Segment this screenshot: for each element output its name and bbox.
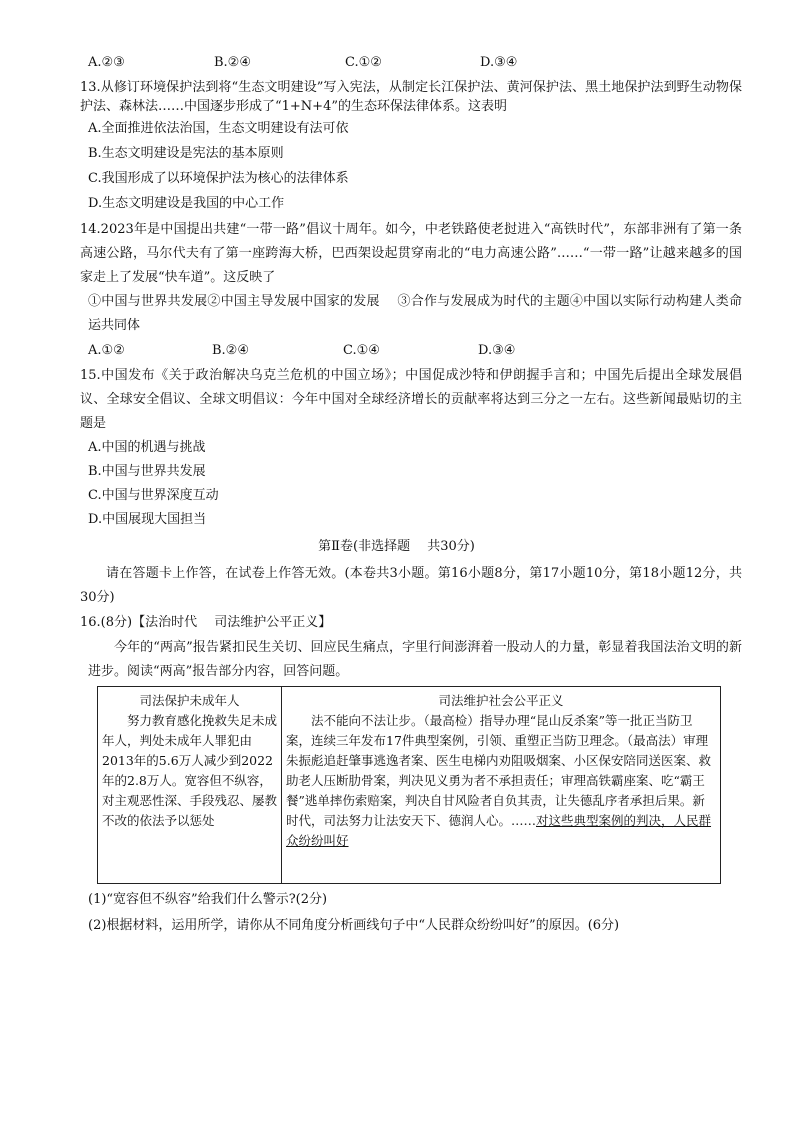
q16-header: 16.(8分)【法治时代 司法维护公平正义】: [80, 615, 332, 630]
q16-sub1: (1)“宽容但不纵容”给我们什么警示?(2分): [88, 892, 328, 907]
q12-option-d: D.③④: [480, 55, 518, 70]
q15-option-a: A.中国的机遇与挑战: [88, 440, 206, 455]
q14-option-d: D.③④: [478, 343, 516, 358]
q16-right-cell: [282, 687, 721, 884]
q14-option-a: A.①②: [88, 343, 125, 358]
q16-sub2: (2)根据材料，运用所学，请你从不同角度分析画线句子中“人民群众纷纷叫好”的原因。(6分): [88, 918, 620, 933]
q16-right-body-text: 法不能向不法让步。（最高检）指导办理“昆山反杀案”等一批正当防卫案，连续三年发布17件典型案例，引领、重塑正当防卫理念。（最高法）审理朱振彪追赶肇事逃逸者案、医生电梯内劝阻吸烟案、小区保安陪同送医案、救助老人压断肋骨案，判决见义勇为者不承担责任；审理高铁霸座案、吃“霸王餐”逃单摔伤索赔案，判决自甘风险者自负其责，让失德乱序者承担后果。新时代，司法努力让法安天下、德润人心。……: [286, 713, 712, 828]
q15-option-c: C.中国与世界深度互动: [88, 488, 219, 503]
q14-option-c: C.①④: [343, 343, 380, 358]
q15-option-b: B.中国与世界共发展: [88, 464, 206, 479]
q13-option-a: A.全面推进依法治国，生态文明建设有法可依: [88, 121, 349, 136]
q14-statements: ①中国与世界共发展②中国主导发展中国家的发展 ③合作与发展成为时代的主题④中国以实际行动构建人类命运共同体: [88, 294, 742, 333]
q12-option-c: C.①②: [345, 55, 382, 70]
q13-stem: 13.从修订环境保护法到将“生态文明建设”写入宪法，从制定长江保护法、黄河保护法、黑土地保护法到野生动物保护法、森林法……中国逐步形成了“1+N+4”的生态环保法律体系。这表明: [80, 80, 742, 114]
q12-option-a: A.②③: [88, 55, 125, 70]
q16-right-title: 司法维护社会公平正义: [438, 693, 564, 708]
q12-options: [88, 54, 517, 72]
q16-left-body: 努力教育感化挽救失足未成年人，判处未成年人罪犯由2013年的5.6万人减少到2022年的2.8万人。宽容但不纵容，对主观恶性深、手段残忍、屡教不改的依法予以惩处: [102, 713, 278, 828]
q14-stem: 14.2023年是中国提出共建“一带一路”倡议十周年。如今，中老铁路使老挝进入“高铁时代”，东部非洲有了第一条高速公路，马尔代夫有了第一座跨海大桥，巴西架设起贯穿南北的“电力高速公路”……“一带一路”让越来越多的国家走上了发展“快车道”。这反映了: [80, 222, 742, 285]
q14-option-b: B.②④: [212, 343, 249, 358]
part2-title: 第Ⅱ卷(非选择题 共30分): [318, 539, 475, 554]
q16-right-body: [286, 711, 716, 851]
q13-option-d: D.生态文明建设是我国的中心工作: [88, 196, 285, 211]
q16-underlined-sentence: 对这些典型案例的判决，人民群众纷纷叫好: [286, 813, 712, 848]
q12-option-b: B.②④: [214, 55, 251, 70]
q13-option-c: C.我国形成了以环境保护法为核心的法律体系: [88, 171, 349, 186]
q15-option-d: D.中国展现大国担当: [88, 512, 207, 527]
q13-option-b: B.生态文明建设是宪法的基本原则: [88, 146, 284, 161]
q16-intro: 今年的“两高”报告紧扣民生关切、回应民生痛点，字里行间澎湃着一股动人的力量，彰显着我国法治文明的新进步。阅读“两高”报告部分内容，回答问题。: [88, 640, 742, 679]
part2-instructions: 请在答题卡上作答，在试卷上作答无效。(本卷共3小题。第16小题8分，第17小题10分，第18小题12分，共30分): [80, 566, 742, 605]
q16-left-cell: [98, 687, 282, 884]
q16-left-title: 司法保护未成年人: [139, 693, 240, 708]
q14-options: [88, 342, 515, 360]
q15-stem: 15.中国发布《关于政治解决乌克兰危机的中国立场》；中国促成沙特和伊朗握手言和；中国先后提出全球发展倡议、全球安全倡议、全球文明倡议：今年中国对全球经济增长的贡献率将达到三分之一左右。这些新闻最贴切的主题是: [80, 368, 742, 431]
q16-material-table: [97, 686, 721, 884]
